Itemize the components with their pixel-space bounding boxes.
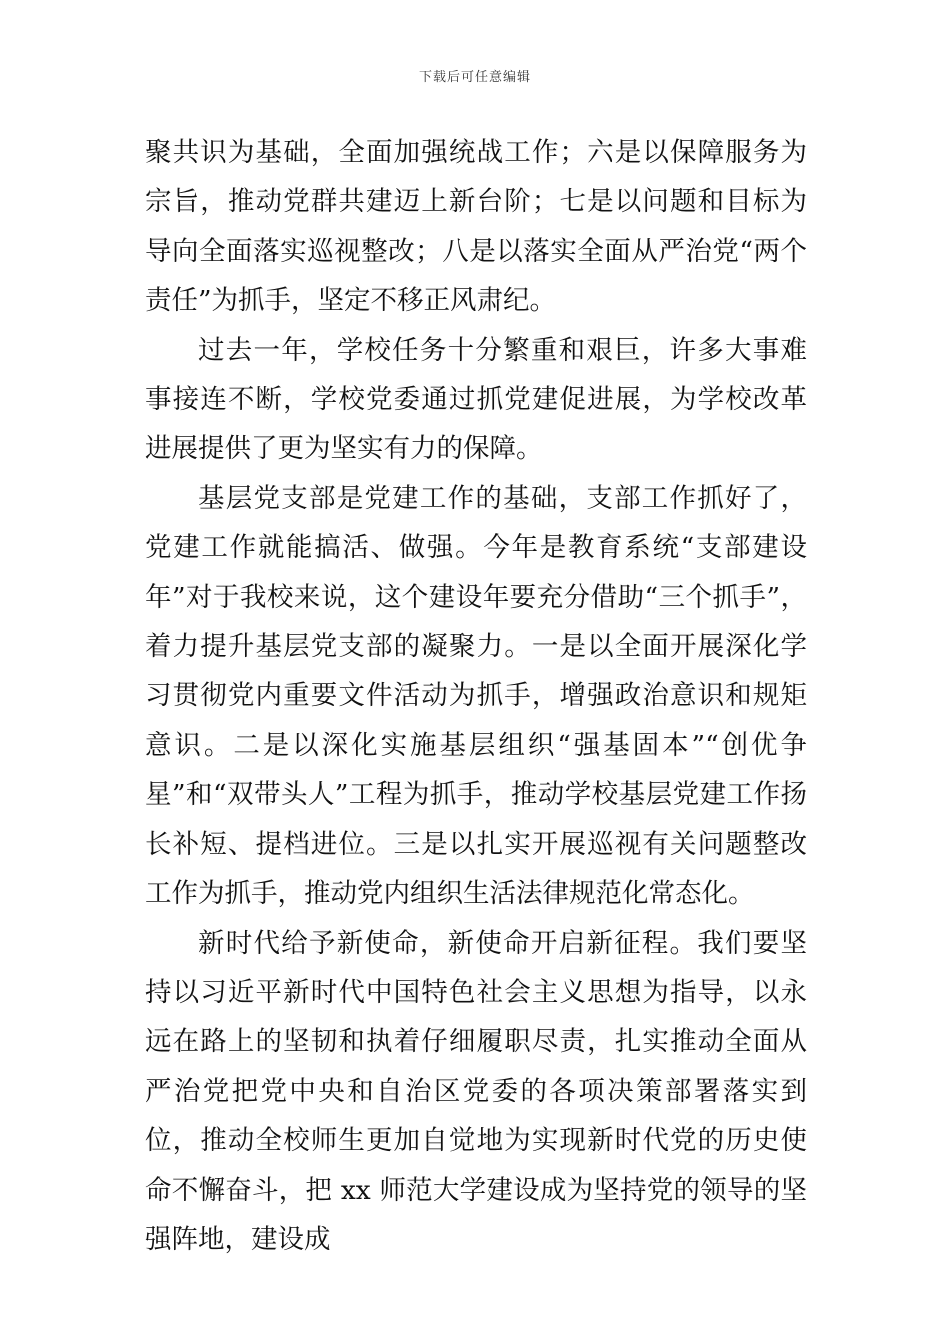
document-body (145, 128, 807, 1264)
page-header: 下载后可任意编辑 (418, 70, 531, 85)
paragraph-4: 新时代给予新使命，新使命开启新征程。我们要坚持以习近平新时代中国特色社会主义思想为指导，以永远在路上的坚韧和执着仔细履职尽责，扎实推动全面从严治党把党中央和自治区党委的各项决策部署落实到位，推动全校师生更加自觉地为实现新时代党的历史使命不懈奋斗，把 xx 师范大学建设成为坚持党的领导的坚强阵地，建设成 (145, 927, 807, 1255)
paragraph-3: 基层党支部是党建工作的基础，支部工作抓好了，党建工作就能搞活、做强。今年是教育系统“支部建设年”对于我校来说，这个建设年要充分借助“三个抓手”，着力提升基层党支部的凝聚力。一是以全面开展深化学习贯彻党内重要文件活动为抓手，增强政治意识和规矩意识。二是以深化实施基层组织“强基固本”“创优争星”和“双带头人”工程为抓手，推动学校基层党建工作扬长补短、提档进位。三是以扎实开展巡视有关问题整改工作为抓手，推动党内组织生活法律规范化常态化。 (145, 482, 807, 910)
paragraph-1: 聚共识为基础，全面加强统战工作；六是以保障服务为宗旨，推动党群共建迈上新台阶；七是以问题和目标为导向全面落实巡视整改；八是以落实全面从严治党“两个责任”为抓手，坚定不移正风肃纪。 (145, 137, 807, 317)
paragraph-2: 过去一年，学校任务十分繁重和艰巨，许多大事难事接连不断，学校党委通过抓党建促进展，为学校改革进展提供了更为坚实有力的保障。 (145, 334, 807, 465)
